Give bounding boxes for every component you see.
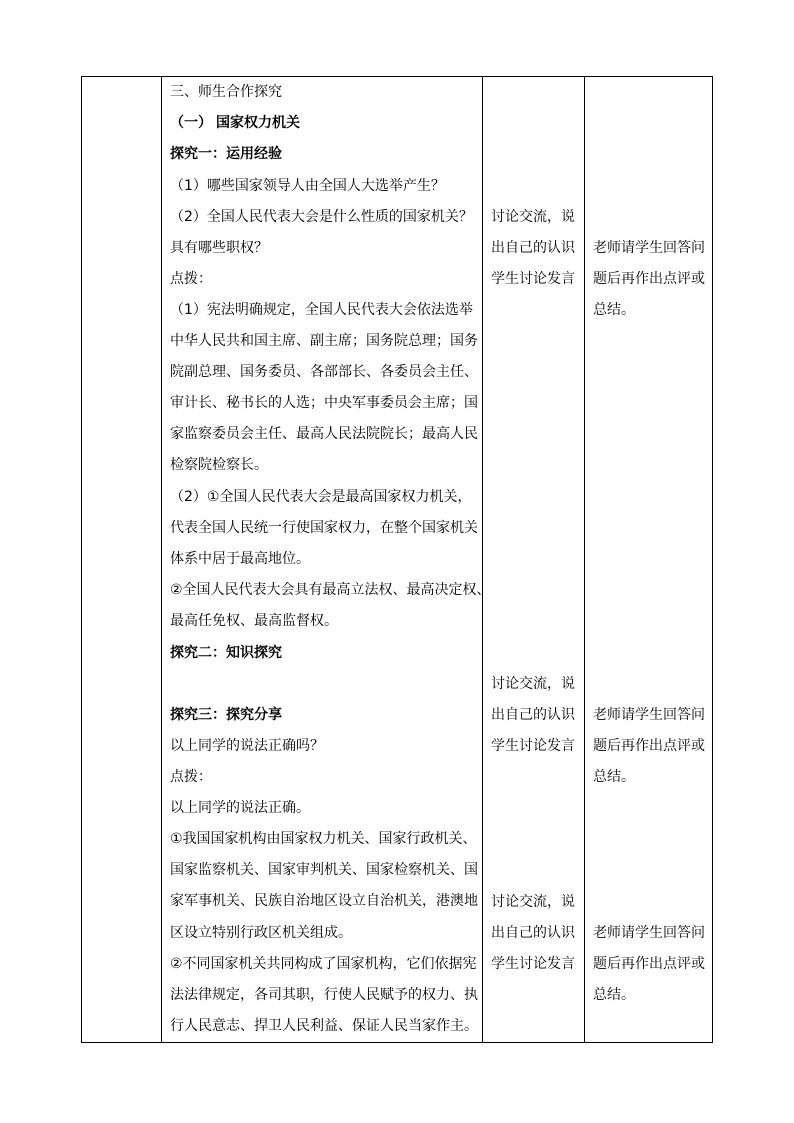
text-line: 点拨： bbox=[170, 271, 212, 287]
teacher-text: 总结。 bbox=[593, 302, 635, 318]
text-line: 检察院检察长。 bbox=[170, 457, 268, 473]
teacher-text: 总结。 bbox=[593, 769, 635, 785]
text-line: 具有哪些职权？ bbox=[170, 240, 268, 256]
text-line: （2）①全国人民代表大会是最高国家权力机关， bbox=[170, 489, 472, 505]
student-text: 出自己的认识 bbox=[491, 925, 575, 941]
text-line: 以上同学的说法正确吗？ bbox=[170, 738, 324, 754]
text-line: 点拨： bbox=[170, 769, 212, 785]
text-line: 体系中居于最高地位。 bbox=[170, 551, 310, 567]
student-text: 讨论交流，说 bbox=[491, 676, 575, 692]
text-line: ②不同国家机关共同构成了国家机构，它们依据宪 bbox=[170, 956, 477, 972]
text-line: （2）全国人民代表大会是什么性质的国家机关？ bbox=[170, 209, 473, 225]
text-line: 国家监察机关、国家审判机关、国家检察机关、国 bbox=[170, 862, 478, 878]
teacher-text: 总结。 bbox=[593, 987, 635, 1003]
student-text: 出自己的认识 bbox=[491, 240, 575, 256]
student-text: 学生讨论发言 bbox=[491, 956, 575, 972]
text-line: 最高任免权、最高监督权。 bbox=[170, 613, 338, 629]
text-line: 代表全国人民统一行使国家权力，在整个国家机关 bbox=[170, 520, 478, 536]
column-divider bbox=[482, 77, 483, 1042]
student-text: 学生讨论发言 bbox=[491, 271, 575, 287]
lesson-table bbox=[81, 76, 713, 1043]
text-line: 行人民意志、捍卫人民利益、保证人民当家作主。 bbox=[170, 1018, 478, 1034]
text-line: （1）哪些国家领导人由全国人大选举产生？ bbox=[170, 178, 445, 194]
teacher-text: 老师请学生回答问 bbox=[593, 240, 705, 256]
student-text: 讨论交流，说 bbox=[491, 894, 575, 910]
subsection-title: 国家权力机关 bbox=[216, 115, 300, 131]
column-divider bbox=[161, 77, 162, 1042]
text-line: 院副总理、国务委员、各部部长、各委员会主任、 bbox=[170, 364, 478, 380]
subsection-number: （一） bbox=[170, 115, 212, 131]
text-line: 审计长、秘书长的人选；中央军事委员会主席；国 bbox=[170, 395, 478, 411]
column-divider bbox=[584, 77, 585, 1042]
teacher-text: 题后再作出点评或 bbox=[593, 956, 705, 972]
explore-2-title: 探究二：知识探究 bbox=[170, 645, 282, 661]
text-line: 区设立特别行政区机关组成。 bbox=[170, 925, 352, 941]
text-line: 中华人民共和国主席、副主席；国务院总理；国务 bbox=[170, 333, 478, 349]
explore-1-title: 探究一：运用经验 bbox=[170, 146, 282, 162]
student-text: 学生讨论发言 bbox=[491, 738, 575, 754]
teacher-text: 老师请学生回答问 bbox=[593, 925, 705, 941]
teacher-text: 题后再作出点评或 bbox=[593, 271, 705, 287]
text-line: 家监察委员会主任、最高人民法院院长；最高人民 bbox=[170, 426, 478, 442]
text-line: 法法律规定，各司其职，行使人民赋予的权力、执 bbox=[170, 987, 478, 1003]
text-line: 以上同学的说法正确。 bbox=[170, 800, 310, 816]
text-line: ②全国人民代表大会具有最高立法权、最高决定权、 bbox=[170, 582, 491, 598]
student-text: 出自己的认识 bbox=[491, 707, 575, 723]
text-line: ①我国国家机构由国家权力机关、国家行政机关、 bbox=[170, 831, 477, 847]
text-line: （1）宪法明确规定，全国人民代表大会依法选举 bbox=[170, 302, 473, 318]
teacher-text: 老师请学生回答问 bbox=[593, 707, 705, 723]
student-text: 讨论交流，说 bbox=[491, 209, 575, 225]
teacher-text: 题后再作出点评或 bbox=[593, 738, 705, 754]
text-line: 家军事机关、民族自治地区设立自治机关，港澳地 bbox=[170, 893, 478, 909]
section-heading: 三、师生合作探究 bbox=[170, 84, 282, 100]
explore-3-title: 探究三：探究分享 bbox=[170, 707, 282, 723]
